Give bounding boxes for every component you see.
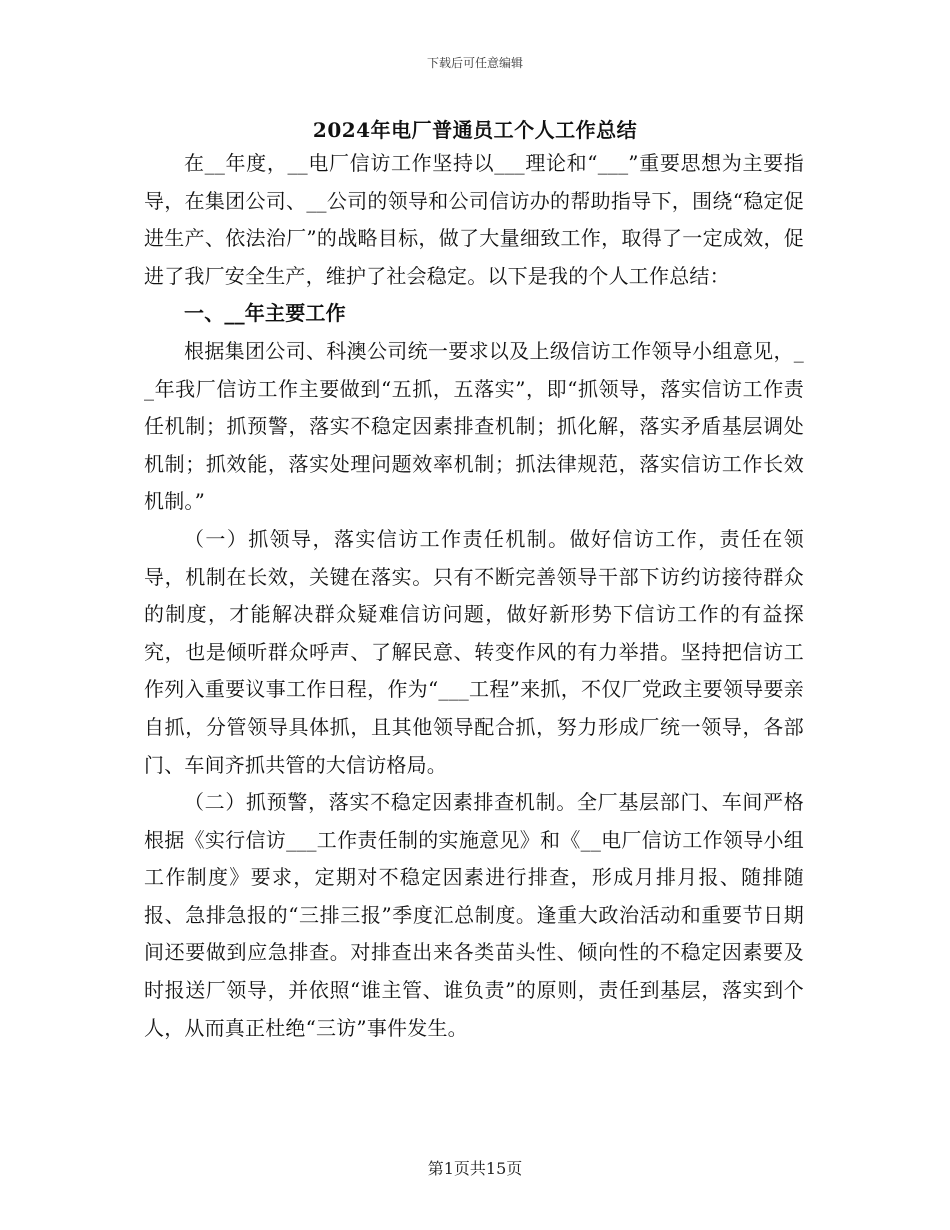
- item-paragraph-warning: （二）抓预警，落实不稳定因素排查机制。全厂基层部门、车间严格根据《实行信访___工作责任制的实施意见》和《__电厂信访工作领导小组工作制度》要求，定期对不稳定因素进行排查，形成月排月报、随排随报、急排急报的“三排三报”季度汇总制度。逢重大政治活动和重要节日期间还要做到应急排查。对排查出来各类苗头性、倾向性的不稳定因素要及时报送厂领导，并依照“谁主管、谁负责”的原则，责任到基层，落实到个人，从而真正杜绝“三访”事件发生。: [144, 790, 804, 1040]
- section-heading-main-work: 一、__年主要工作: [184, 301, 346, 326]
- document-body: [144, 145, 804, 1047]
- item-paragraph-leadership: （一）抓领导，落实信访工作责任机制。做好信访工作，责任在领导，机制在长效，关键在落实。只有不断完善领导干部下访约访接待群众的制度，才能解决群众疑难信访问题，做好新形势下信访工作的有益探究，也是倾听群众呼声、了解民意、转变作风的有力举措。坚持把信访工作列入重要议事工作日程，作为“___工程”来抓，不仅厂党政主要领导要亲自抓，分管领导具体抓，且其他领导配合抓，努力形成厂统一领导，各部门、车间齐抓共管的大信访格局。: [144, 526, 804, 777]
- intro-paragraph: 在__年度，__电厂信访工作坚持以___理论和“___”重要思想为主要指导，在集团公司、__公司的领导和公司信访办的帮助指导下，围绕“稳定促进生产、依法治厂”的战略目标，做了大量细致工作，取得了一定成效，促进了我厂安全生产，维护了社会稳定。以下是我的个人工作总结：: [144, 151, 804, 288]
- section-body-paragraph: 根据集团公司、科澳公司统一要求以及上级信访工作领导小组意见，__年我厂信访工作主要做到“五抓，五落实”，即“抓领导，落实信访工作责任机制；抓预警，落实不稳定因素排查机制；抓化解，落实矛盾基层调处机制；抓效能，落实处理问题效率机制；抓法律规范，落实信访工作长效机制。”: [144, 338, 804, 514]
- header-note: 下载后可任意编辑: [426, 56, 523, 70]
- page-number-footer: 第1页共15页: [427, 1159, 523, 1178]
- document-title: 2024年电厂普通员工个人工作总结: [312, 118, 638, 142]
